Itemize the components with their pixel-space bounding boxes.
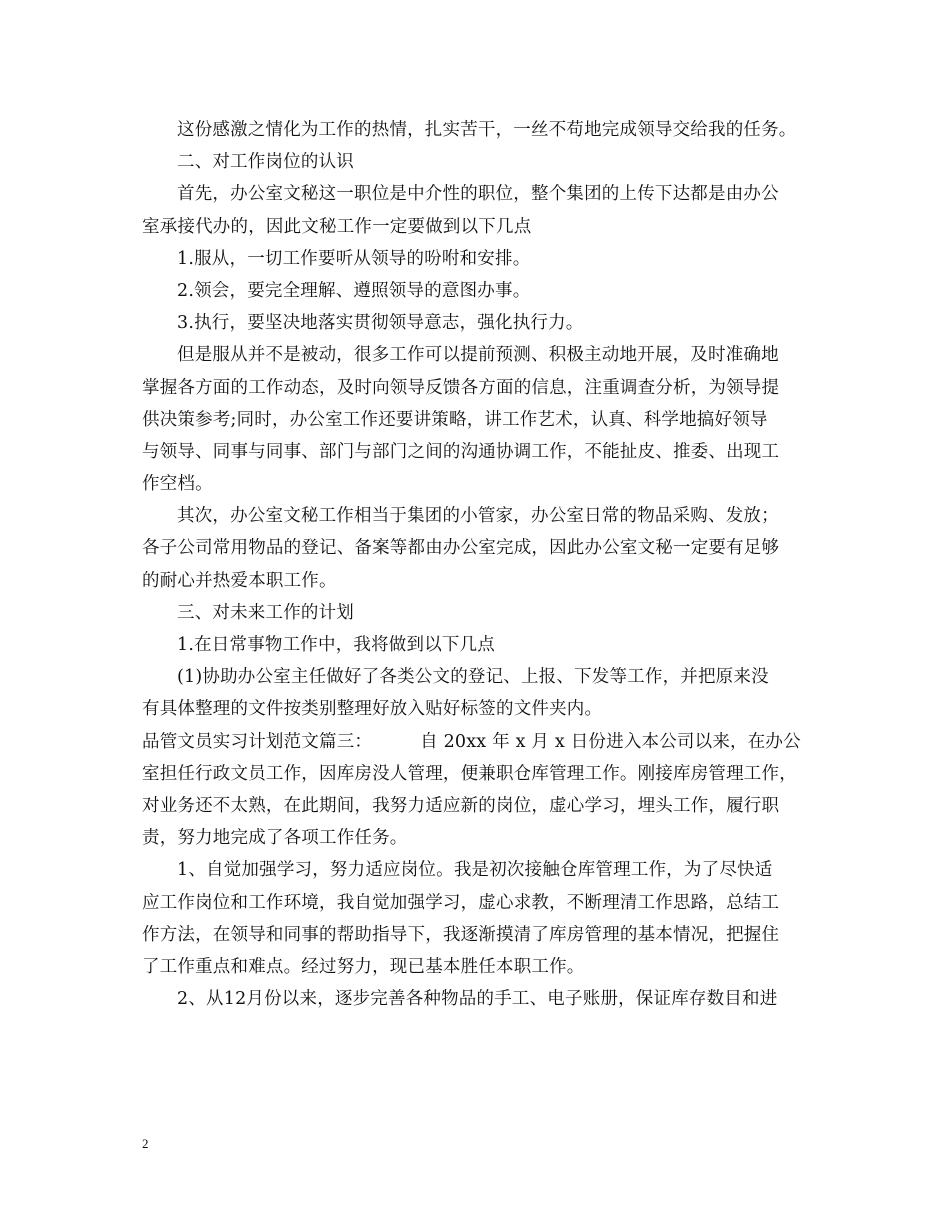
paragraph-line: 供决策参考;同时，办公室工作还要讲策略，讲工作艺术，认真、科学地搞好领导 [142,409,768,430]
paragraph-line: 的耐心并热爱本职工作。 [142,570,337,591]
paragraph-line: 室担任行政文员工作，因库房没人管理，便兼职仓库管理工作。刚接库房管理工作， [142,763,797,784]
paragraph-line: 责，努力地完成了各项工作任务。 [142,828,408,849]
list-item: 2.领会，要完全理解、遵照领导的意图办事。 [177,280,531,301]
paragraph-line: 但是服从并不是被动，很多工作可以提前预测、积极主动地开展，及时准确地 [177,345,779,366]
document-body [142,114,822,1015]
paragraph-line: 室承接代办的，因此文秘工作一定要做到以下几点 [142,216,532,237]
paragraph-line: 应工作岗位和工作环境，我自觉加强学习，虚心求教，不断理清工作思路，总结工 [142,892,780,913]
article-title: 品管文员实习计划范文篇三： [142,731,373,752]
paragraph-line: 作方法，在领导和同事的帮助指导下，我逐渐摸清了库房管理的基本情况，把握住 [142,924,780,945]
paragraph-line: 有具体整理的文件按类别整理好放入贴好标签的文件夹内。 [142,699,603,720]
paragraph-line: 对业务还不太熟，在此期间，我努力适应新的岗位，虚心学习，埋头工作，履行职 [142,795,780,816]
page-number: 2 [142,1136,149,1151]
paragraph-line: 首先，办公室文秘这一职位是中介性的职位，整个集团的上传下达都是由办公 [177,184,779,205]
paragraph-line: 作空档。 [142,474,213,495]
paragraph-line: 了工作重点和难点。经过努力，现已基本胜任本职工作。 [142,956,585,977]
paragraph-line: 与领导、同事与同事、部门与部门之间的沟通协调工作，不能扯皮、推委、出现工 [142,441,780,462]
list-item: (1)协助办公室主任做好了各类公文的登记、上报、下发等工作，并把原来没 [177,667,769,688]
article-title-line [142,726,822,758]
paragraph-line: 各子公司常用物品的登记、备案等都由办公室完成，因此办公室文秘一定要有足够 [142,538,780,559]
paragraph-line: 自 20xx 年 x 月 x 日份进入本公司以来，在办公 [420,731,801,752]
list-item: 1、自觉加强学习，努力适应岗位。我是初次接触仓库管理工作，为了尽快适 [177,860,773,881]
list-item: 1.服从，一切工作要听从领导的吩咐和安排。 [177,248,531,269]
list-item: 2、从12月份以来，逐步完善各种物品的手工、电子账册，保证库存数目和进 [177,989,778,1010]
list-item: 3.执行，要坚决地落实贯彻领导意志，强化执行力。 [177,313,584,334]
paragraph-line: 掌握各方面的工作动态，及时向领导反馈各方面的信息，注重调查分析，为领导提 [142,377,780,398]
section-heading: 二、对工作岗位的认识 [177,152,354,173]
list-item: 1.在日常事物工作中，我将做到以下几点 [177,635,495,655]
paragraph-line: 其次，办公室文秘工作相当于集团的小管家，办公室日常的物品采购、发放； [177,506,779,527]
paragraph-line: 这份感激之情化为工作的热情，扎实苦干，一丝不苟地完成领导交给我的任务。 [177,120,797,140]
section-heading: 三、对未来工作的计划 [177,602,354,623]
